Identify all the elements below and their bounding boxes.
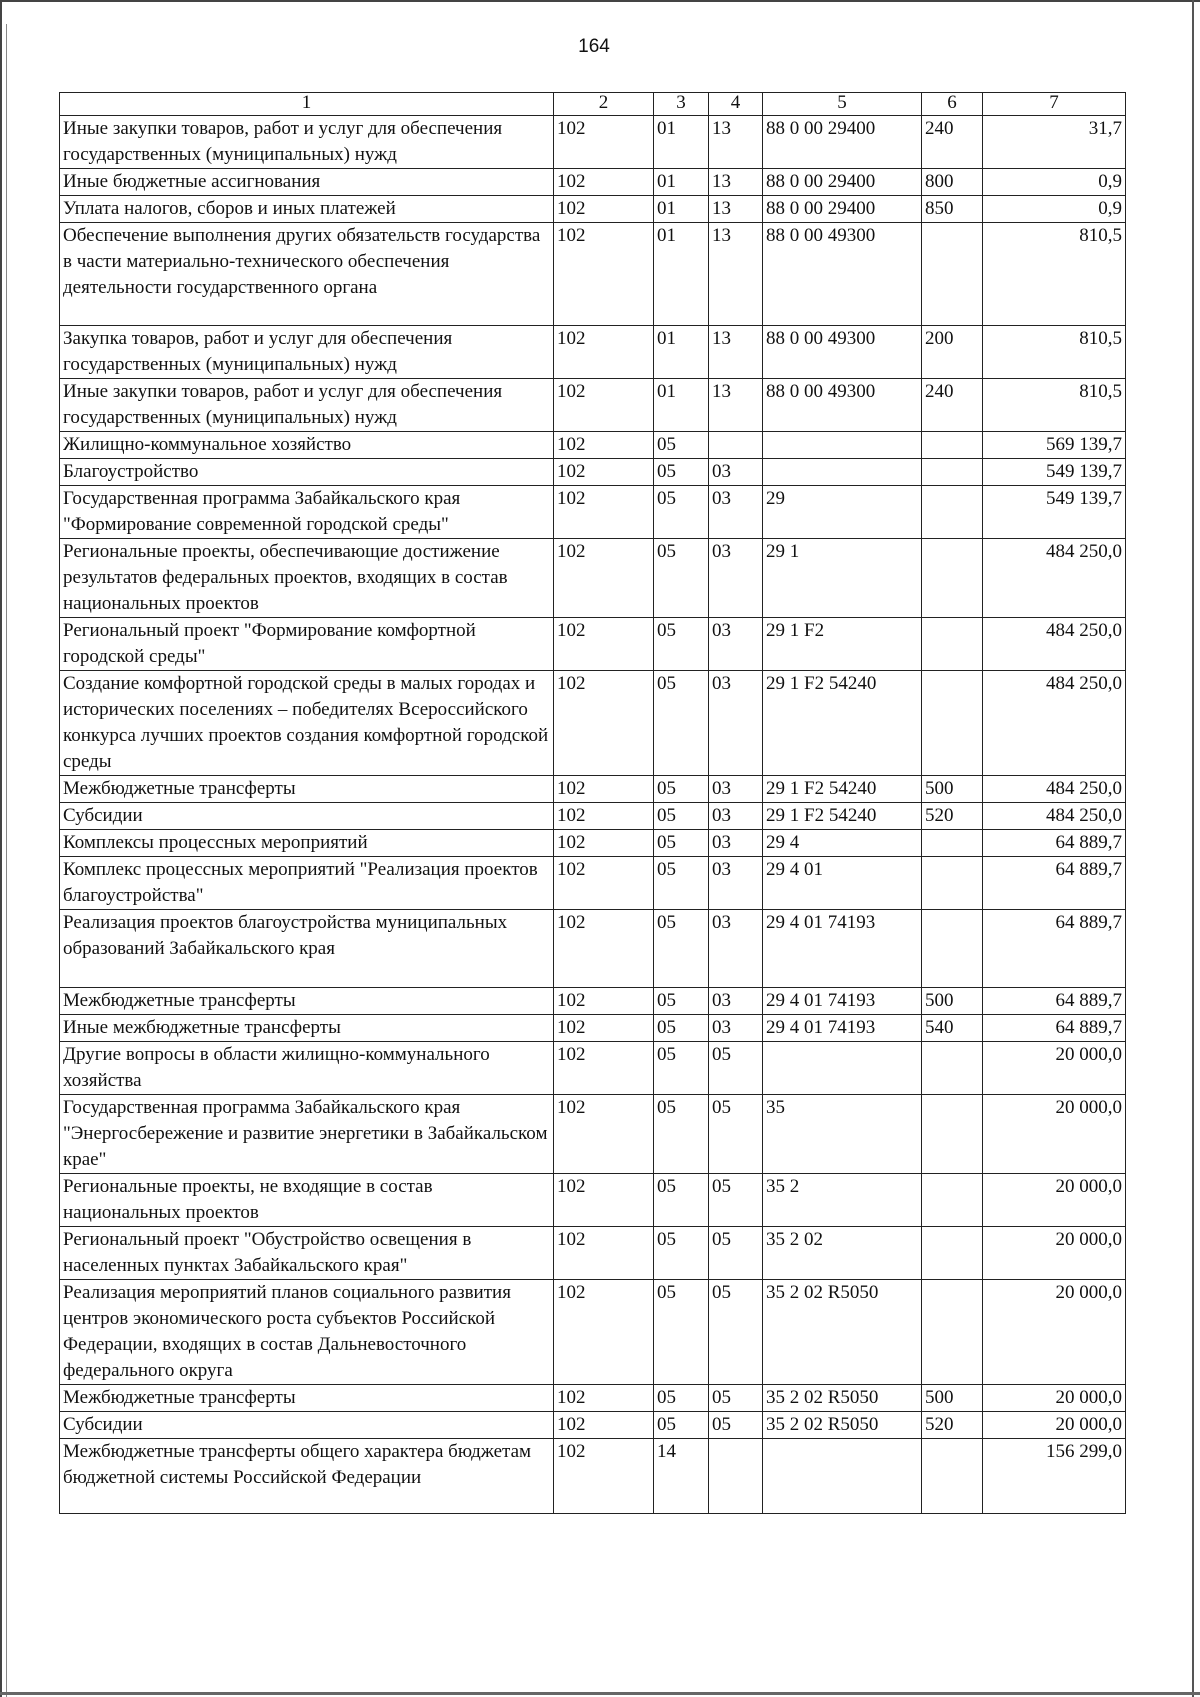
row-amount: 549 139,7 <box>983 486 1126 539</box>
row-name: Реализация мероприятий планов социального развития центров экономического роста субъектов Российской Федерации, входящих в состав Дальневосточного федерального округа <box>60 1280 554 1385</box>
row-code-6: 200 <box>922 326 983 379</box>
row-code-6 <box>922 459 983 486</box>
row-code-4: 03 <box>709 671 763 776</box>
row-code-5: 29 4 <box>763 830 922 857</box>
table-row <box>60 988 1126 1015</box>
row-name: Закупка товаров, работ и услуг для обеспечения государственных (муниципальных) нужд <box>60 326 554 379</box>
row-code-6: 520 <box>922 803 983 830</box>
row-code-2: 102 <box>554 432 654 459</box>
table-row <box>60 459 1126 486</box>
header-col-5: 5 <box>763 93 922 116</box>
row-code-2: 102 <box>554 379 654 432</box>
row-code-4: 05 <box>709 1095 763 1174</box>
table-row <box>60 830 1126 857</box>
row-code-3: 01 <box>654 223 709 326</box>
row-code-3: 05 <box>654 1095 709 1174</box>
row-name: Государственная программа Забайкальского края "Формирование современной городской среды" <box>60 486 554 539</box>
row-amount: 0,9 <box>983 196 1126 223</box>
row-code-3: 05 <box>654 432 709 459</box>
row-code-4: 03 <box>709 539 763 618</box>
row-code-6 <box>922 486 983 539</box>
row-code-4: 13 <box>709 326 763 379</box>
row-code-6 <box>922 1227 983 1280</box>
row-code-3: 05 <box>654 1227 709 1280</box>
row-code-2: 102 <box>554 1412 654 1439</box>
table-row <box>60 1412 1126 1439</box>
row-code-2: 102 <box>554 671 654 776</box>
row-code-2: 102 <box>554 486 654 539</box>
row-code-3: 05 <box>654 1042 709 1095</box>
row-code-5 <box>763 1042 922 1095</box>
row-amount: 569 139,7 <box>983 432 1126 459</box>
table-row <box>60 432 1126 459</box>
row-code-2: 102 <box>554 1280 654 1385</box>
row-code-2: 102 <box>554 539 654 618</box>
row-code-5: 35 2 02 R5050 <box>763 1280 922 1385</box>
row-code-5: 35 2 02 R5050 <box>763 1385 922 1412</box>
row-amount: 20 000,0 <box>983 1280 1126 1385</box>
row-code-5: 88 0 00 49300 <box>763 379 922 432</box>
row-code-5: 35 2 <box>763 1174 922 1227</box>
row-code-5: 35 2 02 R5050 <box>763 1412 922 1439</box>
row-code-3: 05 <box>654 618 709 671</box>
row-name: Региональный проект "Формирование комфортной городской среды" <box>60 618 554 671</box>
row-code-6 <box>922 830 983 857</box>
row-code-4: 03 <box>709 830 763 857</box>
row-amount: 156 299,0 <box>983 1439 1126 1514</box>
row-amount: 484 250,0 <box>983 671 1126 776</box>
row-code-2: 102 <box>554 169 654 196</box>
row-amount: 20 000,0 <box>983 1174 1126 1227</box>
row-code-3: 05 <box>654 671 709 776</box>
row-amount: 810,5 <box>983 326 1126 379</box>
table-row <box>60 671 1126 776</box>
row-amount: 20 000,0 <box>983 1042 1126 1095</box>
row-amount: 20 000,0 <box>983 1227 1126 1280</box>
row-code-3: 01 <box>654 196 709 223</box>
table-body <box>60 116 1126 1514</box>
table-row <box>60 379 1126 432</box>
row-name: Обеспечение выполнения других обязательств государства в части материально-технического обеспечения деятельности государственного органа <box>60 223 554 326</box>
row-amount: 64 889,7 <box>983 910 1126 988</box>
row-code-6 <box>922 618 983 671</box>
header-col-6: 6 <box>922 93 983 116</box>
row-name: Другие вопросы в области жилищно-коммунального хозяйства <box>60 1042 554 1095</box>
row-code-4: 03 <box>709 486 763 539</box>
row-code-5: 29 4 01 74193 <box>763 988 922 1015</box>
row-name: Жилищно-коммунальное хозяйство <box>60 432 554 459</box>
header-col-2: 2 <box>554 93 654 116</box>
row-code-2: 102 <box>554 803 654 830</box>
row-code-6 <box>922 1042 983 1095</box>
row-code-2: 102 <box>554 459 654 486</box>
row-code-4: 03 <box>709 857 763 910</box>
row-code-4: 13 <box>709 169 763 196</box>
row-code-6 <box>922 671 983 776</box>
row-amount: 20 000,0 <box>983 1385 1126 1412</box>
row-code-6 <box>922 1174 983 1227</box>
row-code-4: 13 <box>709 223 763 326</box>
row-amount: 20 000,0 <box>983 1095 1126 1174</box>
row-name: Региональные проекты, не входящие в состав национальных проектов <box>60 1174 554 1227</box>
row-code-2: 102 <box>554 1095 654 1174</box>
row-code-6: 240 <box>922 379 983 432</box>
header-col-4: 4 <box>709 93 763 116</box>
table-row <box>60 539 1126 618</box>
table-row <box>60 803 1126 830</box>
table-row <box>60 486 1126 539</box>
page-number: 164 <box>578 36 610 57</box>
scan-edge-bottom <box>0 1692 1200 1695</box>
header-col-1: 1 <box>60 93 554 116</box>
row-name: Иные межбюджетные трансферты <box>60 1015 554 1042</box>
row-code-2: 102 <box>554 830 654 857</box>
scan-edge-left <box>0 0 2 1697</box>
row-code-5: 88 0 00 29400 <box>763 196 922 223</box>
row-amount: 64 889,7 <box>983 1015 1126 1042</box>
row-code-4: 03 <box>709 776 763 803</box>
row-code-3: 01 <box>654 379 709 432</box>
table-row <box>60 1095 1126 1174</box>
row-name: Реализация проектов благоустройства муниципальных образований Забайкальского края <box>60 910 554 988</box>
table-row <box>60 1439 1126 1514</box>
table-row <box>60 1227 1126 1280</box>
row-code-5: 29 <box>763 486 922 539</box>
row-code-4: 03 <box>709 910 763 988</box>
row-amount: 484 250,0 <box>983 539 1126 618</box>
row-code-5: 29 1 F2 54240 <box>763 803 922 830</box>
scan-edge-top <box>0 0 1200 2</box>
row-code-3: 05 <box>654 1015 709 1042</box>
row-amount: 64 889,7 <box>983 988 1126 1015</box>
row-name: Иные закупки товаров, работ и услуг для обеспечения государственных (муниципальных) нужд <box>60 379 554 432</box>
row-name: Межбюджетные трансферты общего характера бюджетам бюджетной системы Российской Федерации <box>60 1439 554 1514</box>
row-code-5: 29 4 01 74193 <box>763 910 922 988</box>
row-name: Региональные проекты, обеспечивающие достижение результатов федеральных проектов, входящих в состав национальных проектов <box>60 539 554 618</box>
row-code-2: 102 <box>554 1174 654 1227</box>
row-code-6 <box>922 432 983 459</box>
row-code-6: 500 <box>922 1385 983 1412</box>
row-code-2: 102 <box>554 857 654 910</box>
row-amount: 549 139,7 <box>983 459 1126 486</box>
row-code-3: 14 <box>654 1439 709 1514</box>
row-code-4: 13 <box>709 116 763 169</box>
row-code-5: 88 0 00 49300 <box>763 326 922 379</box>
row-code-3: 05 <box>654 459 709 486</box>
row-code-6: 500 <box>922 776 983 803</box>
row-code-5 <box>763 432 922 459</box>
row-code-3: 05 <box>654 1412 709 1439</box>
row-name: Межбюджетные трансферты <box>60 1385 554 1412</box>
row-code-6: 520 <box>922 1412 983 1439</box>
row-code-6 <box>922 1439 983 1514</box>
row-code-6: 240 <box>922 116 983 169</box>
table-row <box>60 1042 1126 1095</box>
row-code-3: 05 <box>654 486 709 539</box>
row-code-3: 05 <box>654 988 709 1015</box>
row-amount: 484 250,0 <box>983 803 1126 830</box>
row-code-3: 05 <box>654 857 709 910</box>
table-row <box>60 169 1126 196</box>
header-col-3: 3 <box>654 93 709 116</box>
row-code-5: 29 1 <box>763 539 922 618</box>
table-row <box>60 857 1126 910</box>
row-code-5: 29 1 F2 54240 <box>763 671 922 776</box>
row-code-6: 800 <box>922 169 983 196</box>
row-name: Благоустройство <box>60 459 554 486</box>
row-code-6 <box>922 539 983 618</box>
table-row <box>60 326 1126 379</box>
table-row <box>60 618 1126 671</box>
row-code-6: 540 <box>922 1015 983 1042</box>
row-code-6 <box>922 1280 983 1385</box>
row-code-2: 102 <box>554 326 654 379</box>
row-code-3: 05 <box>654 830 709 857</box>
row-code-3: 01 <box>654 326 709 379</box>
scan-edge-right <box>1192 0 1194 1697</box>
row-code-5: 88 0 00 49300 <box>763 223 922 326</box>
row-code-2: 102 <box>554 910 654 988</box>
header-col-7: 7 <box>983 93 1126 116</box>
row-code-2: 102 <box>554 1385 654 1412</box>
row-name: Комплексы процессных мероприятий <box>60 830 554 857</box>
row-code-5 <box>763 459 922 486</box>
table-row <box>60 1174 1126 1227</box>
row-code-4: 05 <box>709 1385 763 1412</box>
row-code-4: 05 <box>709 1174 763 1227</box>
row-code-4: 03 <box>709 803 763 830</box>
row-name: Уплата налогов, сборов и иных платежей <box>60 196 554 223</box>
table-row <box>60 1280 1126 1385</box>
row-code-3: 05 <box>654 910 709 988</box>
row-code-2: 102 <box>554 1042 654 1095</box>
row-name: Межбюджетные трансферты <box>60 776 554 803</box>
row-name: Иные бюджетные ассигнования <box>60 169 554 196</box>
table-row <box>60 1015 1126 1042</box>
row-amount: 484 250,0 <box>983 776 1126 803</box>
row-code-4 <box>709 1439 763 1514</box>
row-code-2: 102 <box>554 988 654 1015</box>
row-code-6 <box>922 910 983 988</box>
row-code-5: 29 4 01 74193 <box>763 1015 922 1042</box>
row-code-5: 29 1 F2 <box>763 618 922 671</box>
row-code-4: 03 <box>709 1015 763 1042</box>
header-row <box>60 93 1126 116</box>
row-code-4: 05 <box>709 1412 763 1439</box>
row-code-5: 88 0 00 29400 <box>763 116 922 169</box>
row-code-4: 03 <box>709 459 763 486</box>
row-amount: 64 889,7 <box>983 857 1126 910</box>
row-code-5: 35 <box>763 1095 922 1174</box>
table-row <box>60 116 1126 169</box>
row-amount: 810,5 <box>983 223 1126 326</box>
row-name: Региональный проект "Обустройство освещения в населенных пунктах Забайкальского края" <box>60 1227 554 1280</box>
row-name: Иные закупки товаров, работ и услуг для обеспечения государственных (муниципальных) нужд <box>60 116 554 169</box>
row-code-4: 03 <box>709 988 763 1015</box>
row-name: Государственная программа Забайкальского края "Энергосбережение и развитие энергетики в Забайкальском крае" <box>60 1095 554 1174</box>
row-code-4: 05 <box>709 1227 763 1280</box>
budget-table <box>59 92 1126 1514</box>
row-name: Межбюджетные трансферты <box>60 988 554 1015</box>
row-name: Создание комфортной городской среды в малых городах и исторических поселениях – победителях Всероссийского конкурса лучших проектов создания комфортной городской среды <box>60 671 554 776</box>
row-code-6: 850 <box>922 196 983 223</box>
table-header <box>60 93 1126 116</box>
table-row <box>60 910 1126 988</box>
row-amount: 20 000,0 <box>983 1412 1126 1439</box>
row-amount: 810,5 <box>983 379 1126 432</box>
row-code-2: 102 <box>554 196 654 223</box>
row-name: Субсидии <box>60 1412 554 1439</box>
row-name: Субсидии <box>60 803 554 830</box>
row-code-3: 05 <box>654 803 709 830</box>
row-code-3: 05 <box>654 1174 709 1227</box>
table-row <box>60 223 1126 326</box>
row-code-5: 29 4 01 <box>763 857 922 910</box>
row-amount: 0,9 <box>983 169 1126 196</box>
table-row <box>60 1385 1126 1412</box>
row-code-2: 102 <box>554 618 654 671</box>
row-code-4 <box>709 432 763 459</box>
row-code-3: 05 <box>654 539 709 618</box>
row-code-3: 05 <box>654 776 709 803</box>
table-row <box>60 196 1126 223</box>
row-code-2: 102 <box>554 1439 654 1514</box>
row-code-5: 29 1 F2 54240 <box>763 776 922 803</box>
row-code-6 <box>922 223 983 326</box>
row-code-6 <box>922 857 983 910</box>
row-code-4: 13 <box>709 196 763 223</box>
row-code-2: 102 <box>554 776 654 803</box>
row-amount: 64 889,7 <box>983 830 1126 857</box>
row-code-5 <box>763 1439 922 1514</box>
row-amount: 31,7 <box>983 116 1126 169</box>
row-code-4: 03 <box>709 618 763 671</box>
row-amount: 484 250,0 <box>983 618 1126 671</box>
row-code-3: 01 <box>654 116 709 169</box>
scan-edge-left-inner <box>6 24 7 1697</box>
row-code-4: 13 <box>709 379 763 432</box>
row-code-2: 102 <box>554 1227 654 1280</box>
row-code-6 <box>922 1095 983 1174</box>
row-name: Комплекс процессных мероприятий "Реализация проектов благоустройства" <box>60 857 554 910</box>
row-code-4: 05 <box>709 1280 763 1385</box>
table-row <box>60 776 1126 803</box>
row-code-5: 88 0 00 29400 <box>763 169 922 196</box>
row-code-6: 500 <box>922 988 983 1015</box>
row-code-2: 102 <box>554 116 654 169</box>
row-code-2: 102 <box>554 1015 654 1042</box>
row-code-5: 35 2 02 <box>763 1227 922 1280</box>
row-code-3: 05 <box>654 1385 709 1412</box>
row-code-4: 05 <box>709 1042 763 1095</box>
row-code-3: 01 <box>654 169 709 196</box>
row-code-2: 102 <box>554 223 654 326</box>
row-code-3: 05 <box>654 1280 709 1385</box>
